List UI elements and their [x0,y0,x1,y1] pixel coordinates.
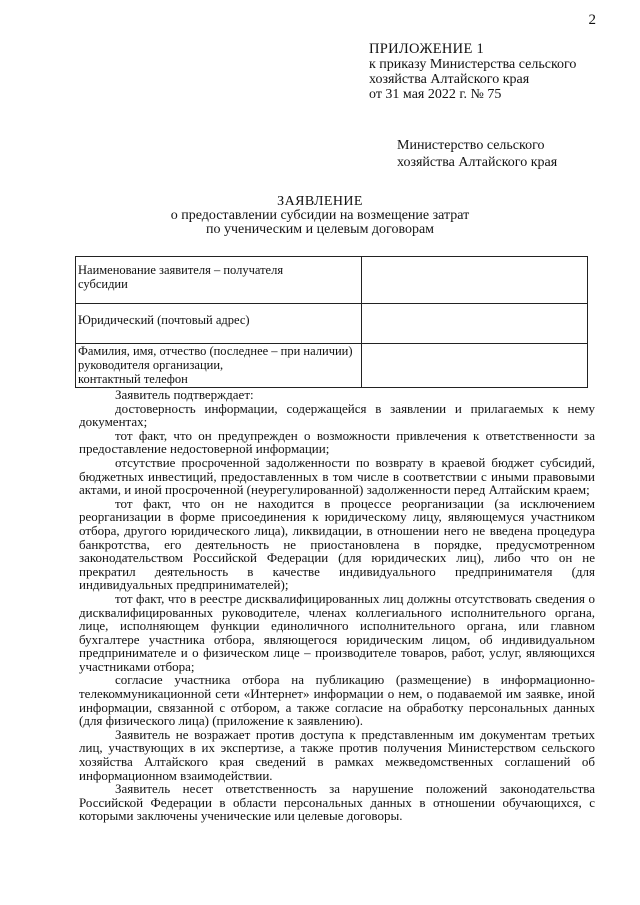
table-value-cell[interactable] [362,304,588,344]
page-number: 2 [588,12,596,28]
row-label-line: Юридический (почтовый адрес) [78,313,250,327]
table-row [76,344,588,388]
table-row [76,304,588,344]
appendix-line-2: хозяйства Алтайского края [369,72,530,87]
row-label-line: субсидии [78,277,128,291]
table-row [76,257,588,304]
addressee-block [397,137,617,171]
table-value-cell[interactable] [362,344,588,388]
table-label-cell [76,304,362,344]
paragraph: тот факт, что он предупрежден о возможности привлечения к ответственности за предоставление недостоверной информации; [79,427,595,457]
title-line-1: о предоставлении субсидии на возмещение затрат [170,208,470,223]
title-heading: ЗАЯВЛЕНИЕ [277,194,363,209]
row-label-line: контактный телефон [78,372,188,386]
table-label-cell [76,257,362,304]
paragraph: достоверность информации, содержащейся в заявлении и прилагаемых к нему документах; [79,400,595,430]
row-label-line: руководителя организации, [78,358,224,372]
row-label-line: Фамилия, имя, отчество (последнее – при наличии) [78,344,353,358]
paragraph: тот факт, что в реестре дисквалифицированных лиц должны отсутствовать сведения о дисквалифицированных руководителе, членах коллегиального исполнительного органа, лице, исполняющем функции единоличного исполнительного органа, или главном бухгалтере участника отбора, являющегося юридическим лицом, об индивидуальном предпринимателе и о физическом лице – производителе товаров, работ, услуг, являющихся участниками отбора; [79,590,595,674]
title-line-2: по ученическим и целевым договорам [205,222,435,237]
table-label-cell [76,344,362,388]
document-title [0,195,640,237]
paragraph: Заявитель не возражает против доступа к представленным им документам третьих лиц, участвующих в их экспертизе, а также против получения Министерством сельского хозяйства Алтайского края сведений в рамках межведомственных соглашений об информационном взаимодействии. [79,726,595,783]
appendix-block [369,42,619,102]
addressee-line-1: Министерство сельского [397,138,545,153]
addressee-line-2: хозяйства Алтайского края [397,155,558,170]
appendix-line-3: от 31 мая 2022 г. № 75 [369,87,502,102]
row-label-line: Наименование заявителя – получателя [78,263,284,277]
statement-body [79,388,595,823]
paragraph: Заявитель подтверждает: [115,387,254,402]
paragraph: отсутствие просроченной задолженности по возврату в краевой бюджет субсидий, бюджетных инвестиций, предоставленных в том числе в соответствии с иными правовыми актами, и иной просроченной (неурегулированной) задолженности перед Алтайским краем; [79,454,595,498]
paragraph: Заявитель несет ответственность за нарушение положений законодательства Российской Федерации в области персональных данных в отношении обучающихся, с которыми заключены ученические или целевые договоры. [79,781,595,824]
paragraph: согласие участника отбора на публикацию (размещение) в информационно-телекоммуникационной сети «Интернет» информации о нем, о подаваемой им заявке, иной информации, связанной с отбором, а также согласие на обработку персональных данных (для физического лица) (приложение к заявлению). [79,672,595,729]
appendix-line-1: к приказу Министерства сельского [369,57,577,72]
applicant-info-table [75,256,588,388]
paragraph: тот факт, что он не находится в процессе реорганизации (за исключением реорганизации в форме присоединения к юридическому лицу, являющемуся участником отбора, другого юридического лица), ликвидации, в отношении него не введена процедура банкротства, его деятельность не приостановлена в порядке, предусмотренном законодательством Российской Федерации (для юридических лиц), либо что он не прекратил деятельность в качестве индивидуального предпринимателя (для индивидуальных предпринимателей); [79,495,595,593]
table-value-cell[interactable] [362,257,588,304]
appendix-heading: ПРИЛОЖЕНИЕ 1 [369,41,485,57]
